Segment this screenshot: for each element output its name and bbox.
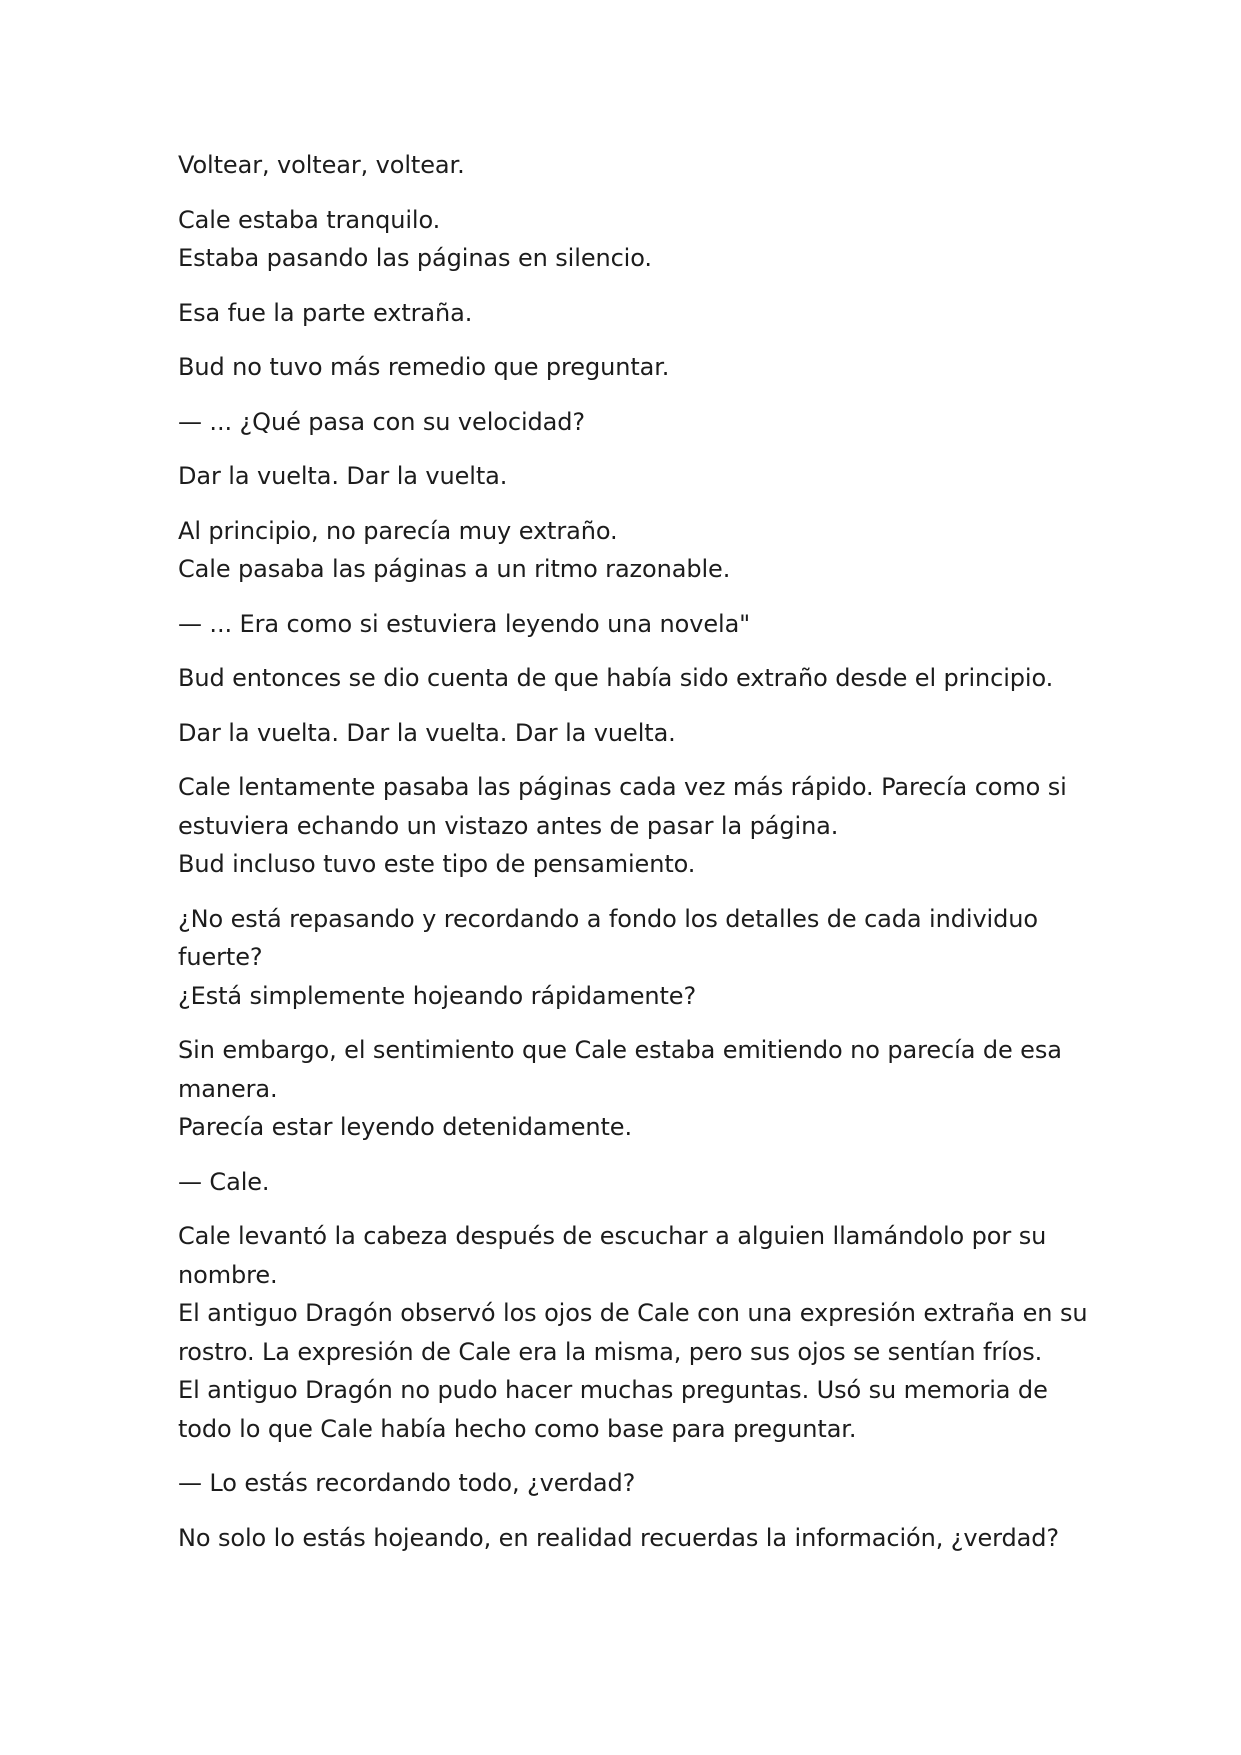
text-line: Dar la vuelta. Dar la vuelta. Dar la vuelta. [178,718,676,747]
text-line: — ... Era como si estuviera leyendo una novela" [178,609,751,638]
text-line: El antiguo Dragón observó los ojos de Cale con una expresión extraña en su [178,1299,1088,1327]
text-line: Dar la vuelta. Dar la vuelta. [178,462,508,490]
paragraph [178,605,1078,644]
text-line: Bud incluso tuvo este tipo de pensamiento. [178,850,696,878]
text-line: ¿Está simplemente hojeando rápidamente? [178,981,697,1010]
text-line: estuviera echando un vistazo antes de pasar la página. [178,811,839,840]
document-body [178,146,1088,1573]
text-line: — Lo estás recordando todo, ¿verdad? [178,1469,636,1497]
paragraph [178,348,1078,387]
text-line: Cale levantó la cabeza después de escuchar a alguien llamándolo por su [178,1222,1047,1250]
paragraph [178,1031,1078,1147]
text-line: No solo lo estás hojeando, en realidad recuerdas la información, ¿verdad? [178,1523,1060,1552]
text-line: todo lo que Cale había hecho como base para preguntar. [178,1414,857,1443]
text-line: Parecía estar leyendo detenidamente. [178,1113,633,1141]
text-line: manera. [178,1074,278,1103]
text-line: — ... ¿Qué pasa con su velocidad? [178,407,586,436]
paragraph [178,403,1078,442]
paragraph [178,900,1078,1016]
paragraph [178,659,1078,698]
paragraph [178,1464,1078,1503]
text-line: Sin embargo, el sentimiento que Cale estaba emitiendo no parecía de esa [178,1036,1062,1064]
paragraph [178,201,1078,278]
paragraph [178,146,1078,185]
text-line: rostro. La expresión de Cale era la misma, pero sus ojos se sentían fríos. [178,1337,1043,1366]
text-line: Bud entonces se dio cuenta de que había sido extraño desde el principio. [178,664,1054,692]
paragraph [178,294,1078,333]
text-line: Cale estaba tranquilo. [178,205,441,234]
paragraph [178,512,1078,589]
paragraph [178,457,1078,496]
paragraph [178,714,1078,753]
text-line: ¿No está repasando y recordando a fondo los detalles de cada individuo [178,904,1038,933]
paragraph [178,1217,1088,1448]
text-line: Estaba pasando las páginas en silencio. [178,244,652,272]
text-line: Bud no tuvo más remedio que preguntar. [178,353,670,381]
text-line: Cale lentamente pasaba las páginas cada vez más rápido. Parecía como si [178,773,1067,801]
text-line: fuerte? [178,943,263,971]
text-line: Al principio, no parecía muy extraño. [178,516,618,545]
paragraph [178,1519,1078,1558]
paragraph [178,1163,1078,1202]
text-line: El antiguo Dragón no pudo hacer muchas preguntas. Usó su memoria de [178,1376,1048,1404]
text-line: — Cale. [178,1167,270,1196]
text-line: nombre. [178,1260,278,1289]
text-line: Esa fue la parte extraña. [178,298,473,327]
paragraph [178,768,1078,884]
text-line: Cale pasaba las páginas a un ritmo razonable. [178,555,731,583]
text-line: Voltear, voltear, voltear. [178,151,465,179]
